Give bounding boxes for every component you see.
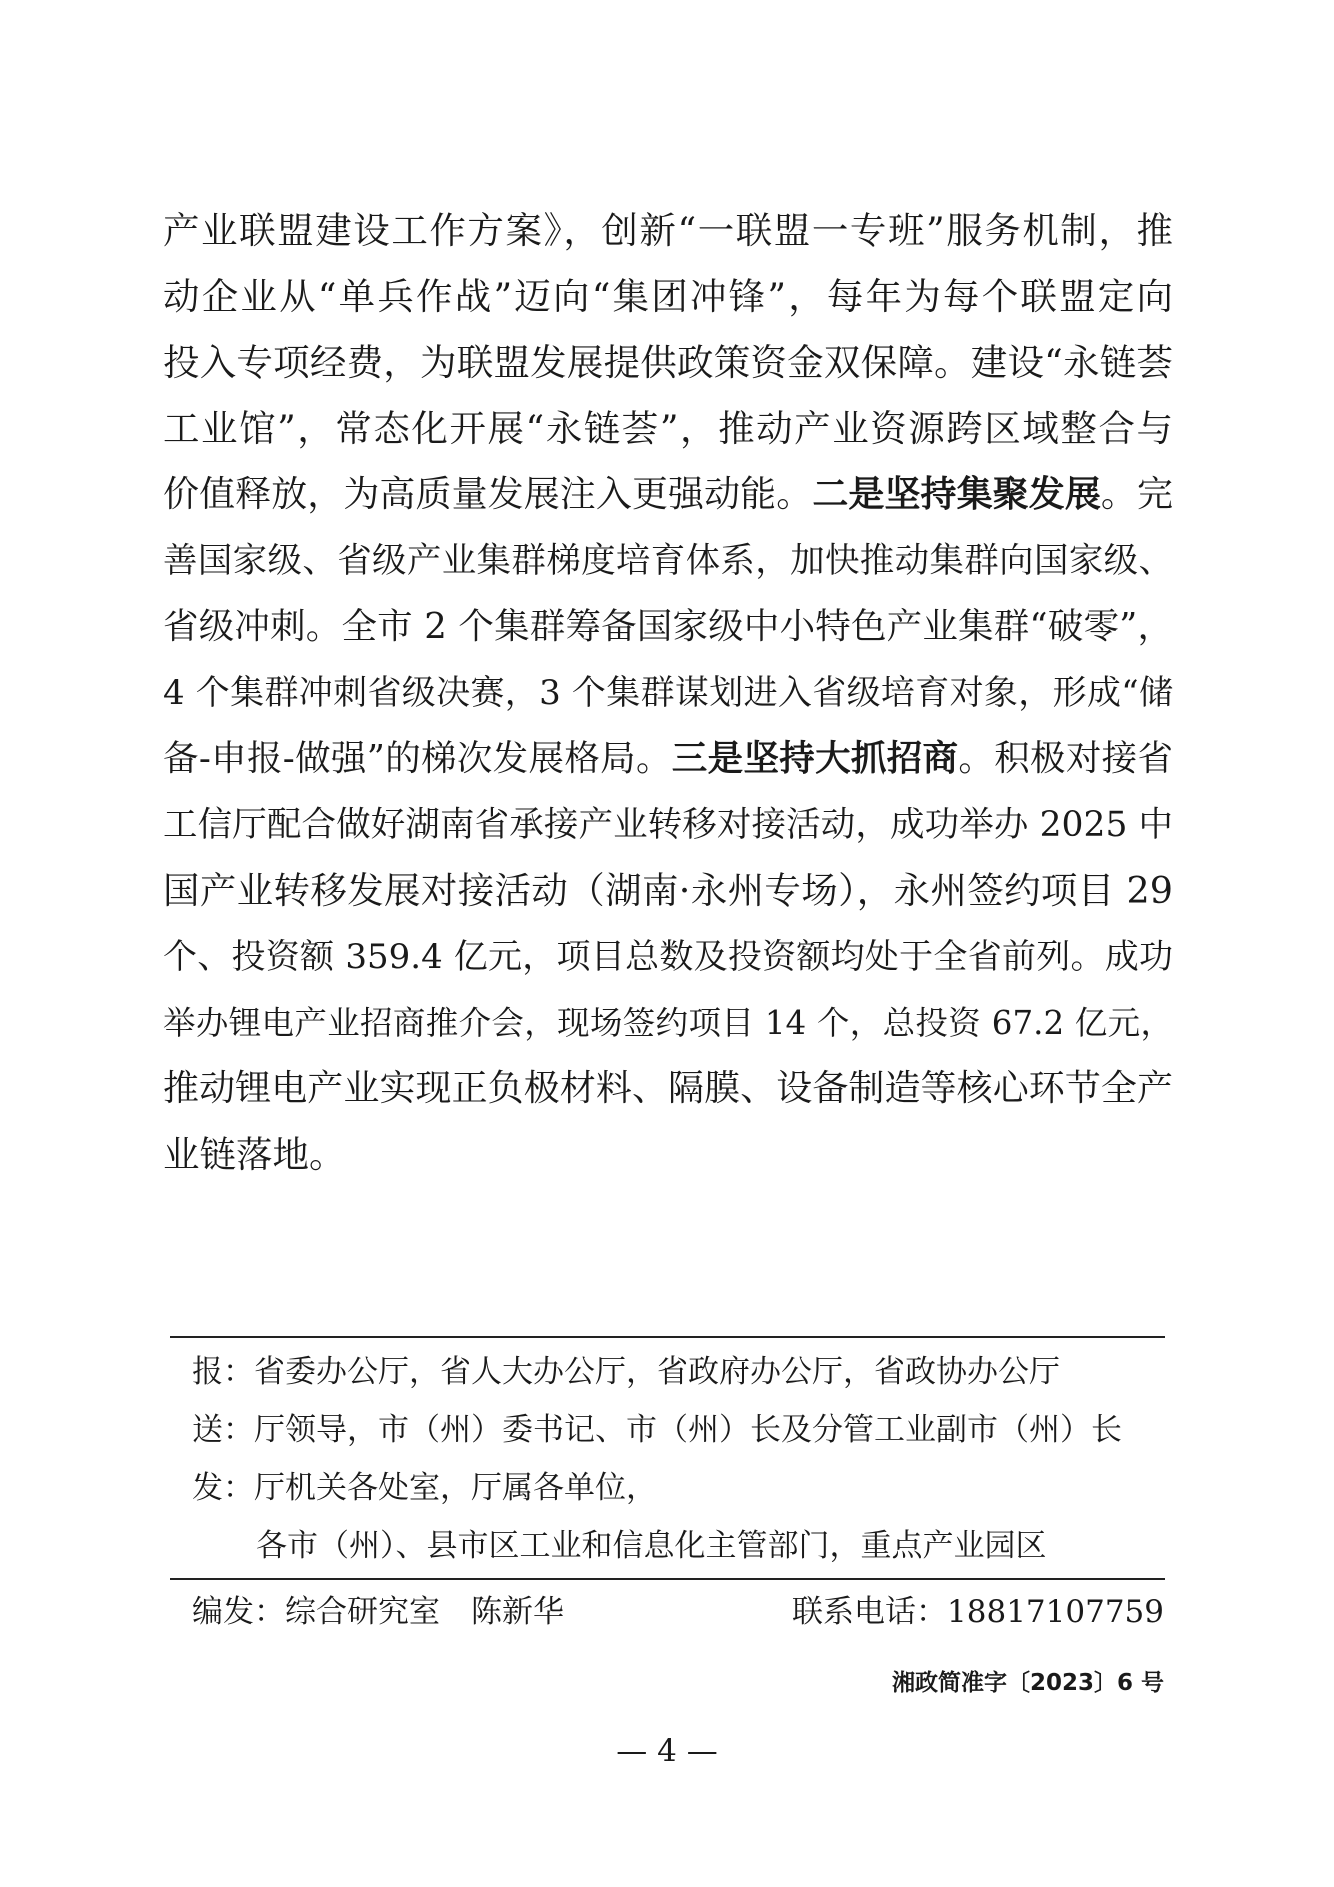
body-line-14: 推动锂电产业实现正负极材料、隔膜、设备制造等核心环节全产 — [163, 1068, 1173, 1109]
body-line-15: 业链落地。 — [163, 1133, 346, 1176]
body-line-1: 产业联盟建设工作方案》，创新“一联盟一专班”服务机制，推 — [163, 209, 1173, 252]
body-line-9-tail: 。积极对接省 — [958, 738, 1173, 779]
body-line-9 — [163, 726, 1173, 792]
point-two-heading: 二是坚持集聚发展 — [812, 474, 1101, 515]
body-line-9-text: 备-申报-做强”的梯次发展格局。 — [163, 738, 672, 779]
body-line-11: 国产业转移发展对接活动（湖南·永州专场），永州签约项目 29 — [163, 869, 1173, 912]
body-line-8: 4 个集群冲刺省级决赛，3 个集群谋划进入省级培育对象，形成“储 — [163, 673, 1173, 713]
distribution-report: 报：省委办公厅，省人大办公厅，省政府办公厅，省政协办公厅 — [192, 1354, 1060, 1390]
body-line-10: 工信厅配合做好湖南省承接产业转移对接活动，成功举办 2025 中 — [163, 805, 1173, 845]
editor-line: 编发：综合研究室 陈新华 — [192, 1594, 564, 1630]
page-number: — 4 — — [616, 1733, 718, 1769]
approval-number: 湘政简准字〔2023〕6 号 — [891, 1670, 1164, 1696]
body-line-5-text: 价值释放，为高质量发展注入更强动能。 — [163, 474, 813, 515]
distribution-top-rule — [170, 1336, 1165, 1338]
distribution-bottom-rule — [170, 1578, 1165, 1580]
body-line-13: 举办锂电产业招商推介会，现场签约项目 14 个，总投资 67.2 亿元， — [163, 1004, 1173, 1042]
body-line-5-tail: 。完 — [1100, 474, 1173, 515]
body-text — [163, 198, 1173, 1188]
body-line-2: 动企业从“单兵作战”迈向“集团冲锋”，每年为每个联盟定向 — [163, 275, 1173, 318]
body-line-12: 个、投资额 359.4 亿元，项目总数及投资额均处于全省前列。成功 — [163, 937, 1173, 977]
distribution-issue-continued: 各市（州）、县市区工业和信息化主管部门，重点产业园区 — [256, 1528, 1047, 1564]
point-three-heading: 三是坚持大抓招商 — [671, 738, 959, 779]
distribution-send: 送：厅领导，市（州）委书记、市（州）长及分管工业副市（州）长 — [192, 1412, 1122, 1448]
contact-phone: 联系电话：18817107759 — [792, 1594, 1164, 1630]
body-line-7: 省级冲刺。全市 2 个集群筹备国家级中小特色产业集群“破零”， — [163, 606, 1173, 647]
body-line-6: 善国家级、省级产业集群梯度培育体系，加快推动集群向国家级、 — [163, 541, 1173, 581]
body-line-5 — [163, 462, 1173, 528]
body-line-4: 工业馆”，常态化开展“永链荟”，推动产业资源跨区域整合与 — [163, 407, 1173, 450]
body-line-3: 投入专项经费，为联盟发展提供政策资金双保障。建设“永链荟 — [163, 341, 1173, 384]
distribution-issue: 发：厅机关各处室，厅属各单位， — [192, 1470, 657, 1506]
